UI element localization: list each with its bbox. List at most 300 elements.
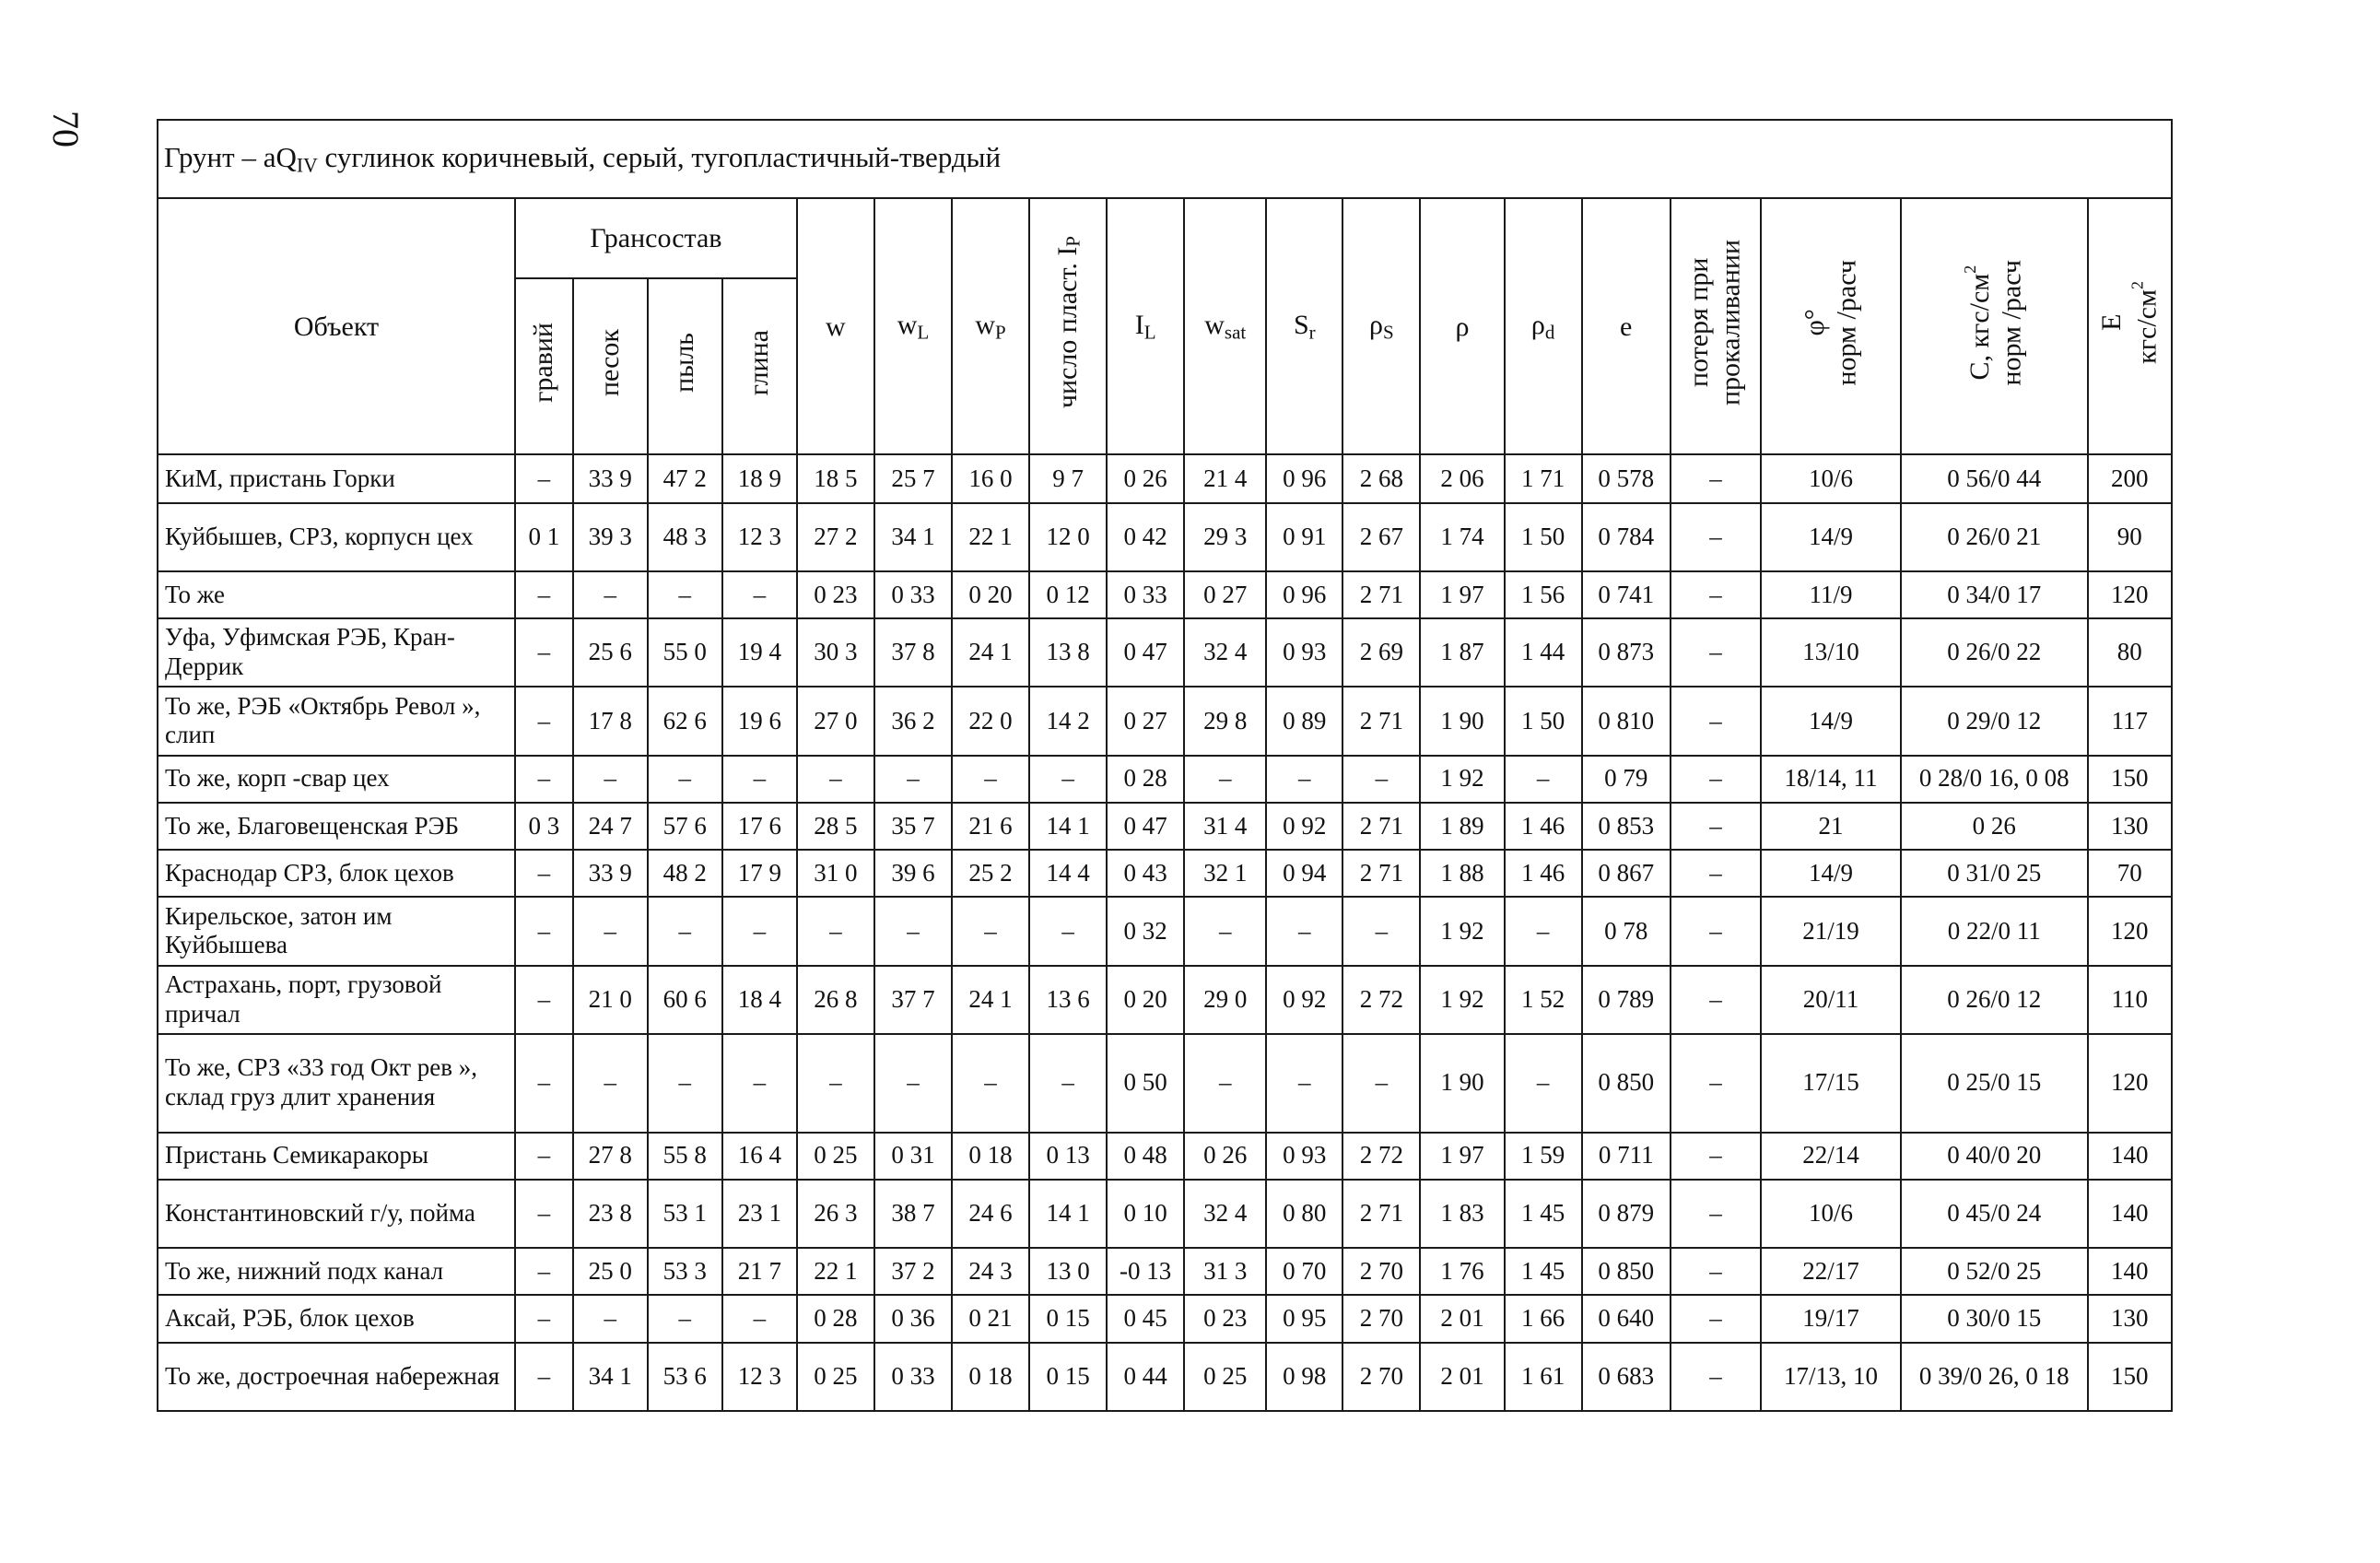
- value-cell: 14 4: [1029, 850, 1107, 897]
- table-row: [158, 966, 2172, 1034]
- value-cell: 0 853: [1582, 803, 1671, 850]
- value-cell: 18 9: [722, 454, 797, 502]
- value-cell: 24 1: [952, 618, 1029, 687]
- value-cell: 0 93: [1266, 1133, 1342, 1180]
- header-wp: $w_P$: [952, 198, 1029, 454]
- value-cell: 14 2: [1029, 687, 1107, 755]
- value-cell: 62 6: [648, 687, 722, 755]
- value-cell: –: [1671, 571, 1761, 618]
- value-cell: 0 867: [1582, 850, 1671, 897]
- value-cell: –: [1342, 1034, 1420, 1133]
- value-cell: 53 1: [648, 1180, 722, 1248]
- value-cell: 1 97: [1420, 571, 1504, 618]
- object-name-cell: То же, достроечная набережная: [158, 1343, 515, 1411]
- value-cell: 0 89: [1266, 687, 1342, 755]
- value-cell: 0 44: [1107, 1343, 1184, 1411]
- value-cell: 1 50: [1505, 687, 1582, 755]
- value-cell: 0 18: [952, 1343, 1029, 1411]
- value-cell: –: [648, 897, 722, 965]
- value-cell: 1 59: [1505, 1133, 1582, 1180]
- value-cell: 1 92: [1420, 756, 1504, 803]
- value-cell: 0 12: [1029, 571, 1107, 618]
- object-name-cell: То же, нижний подх канал: [158, 1248, 515, 1295]
- value-cell: 22 1: [952, 503, 1029, 571]
- object-name-cell: То же, РЭБ «Октябрь Револ », слип: [158, 687, 515, 755]
- value-cell: 0 20: [952, 571, 1029, 618]
- value-cell: 1 44: [1505, 618, 1582, 687]
- value-cell: 0 28: [797, 1295, 874, 1342]
- value-cell: 0 683: [1582, 1343, 1671, 1411]
- value-cell: –: [515, 571, 573, 618]
- table-body: [158, 454, 2172, 1411]
- header-phi: φ° норм /расч: [1761, 198, 1901, 454]
- value-cell: 1 89: [1420, 803, 1504, 850]
- value-cell: –: [874, 756, 952, 803]
- table-row: [158, 897, 2172, 965]
- value-cell: 16 4: [722, 1133, 797, 1180]
- header-clay: глина: [722, 278, 797, 454]
- value-cell: 18 5: [797, 454, 874, 502]
- value-cell: 0 26/0 21: [1901, 503, 2088, 571]
- table-row: [158, 454, 2172, 502]
- object-name-cell: Астрахань, порт, грузовой причал: [158, 966, 515, 1034]
- value-cell: 1 88: [1420, 850, 1504, 897]
- value-cell: –: [722, 897, 797, 965]
- value-cell: 0 21: [952, 1295, 1029, 1342]
- value-cell: 32 4: [1184, 1180, 1266, 1248]
- value-cell: 57 6: [648, 803, 722, 850]
- value-cell: 53 6: [648, 1343, 722, 1411]
- value-cell: 0 22/0 11: [1901, 897, 2088, 965]
- value-cell: 0 26: [1901, 803, 2088, 850]
- value-cell: –: [515, 1034, 573, 1133]
- value-cell: 21 7: [722, 1248, 797, 1295]
- value-cell: –: [1266, 897, 1342, 965]
- value-cell: 48 3: [648, 503, 722, 571]
- value-cell: 0 96: [1266, 571, 1342, 618]
- object-name-cell: То же, корп -свар цех: [158, 756, 515, 803]
- value-cell: 27 2: [797, 503, 874, 571]
- table-row: [158, 503, 2172, 571]
- value-cell: –: [515, 1180, 573, 1248]
- value-cell: 1 92: [1420, 897, 1504, 965]
- value-cell: 0 29/0 12: [1901, 687, 2088, 755]
- table-row: [158, 803, 2172, 850]
- object-name-cell: Куйбышев, СРЗ, корпусн цех: [158, 503, 515, 571]
- value-cell: 0 30/0 15: [1901, 1295, 2088, 1342]
- value-cell: 0 26/0 22: [1901, 618, 2088, 687]
- value-cell: 55 0: [648, 618, 722, 687]
- value-cell: 2 67: [1342, 503, 1420, 571]
- value-cell: 0 711: [1582, 1133, 1671, 1180]
- value-cell: 21 6: [952, 803, 1029, 850]
- value-cell: 0 93: [1266, 618, 1342, 687]
- value-cell: 0 3: [515, 803, 573, 850]
- value-cell: 2 72: [1342, 966, 1420, 1034]
- table-row: [158, 1248, 2172, 1295]
- value-cell: 1 83: [1420, 1180, 1504, 1248]
- value-cell: –: [573, 1034, 648, 1133]
- header-gravel: гравий: [515, 278, 573, 454]
- value-cell: 1 46: [1505, 850, 1582, 897]
- value-cell: 0 640: [1582, 1295, 1671, 1342]
- value-cell: –: [515, 1248, 573, 1295]
- value-cell: 18/14, 11: [1761, 756, 1901, 803]
- value-cell: 13 8: [1029, 618, 1107, 687]
- value-cell: –: [515, 687, 573, 755]
- table-row: [158, 1133, 2172, 1180]
- value-cell: –: [1671, 756, 1761, 803]
- value-cell: 13 0: [1029, 1248, 1107, 1295]
- value-cell: 22 0: [952, 687, 1029, 755]
- value-cell: 9 7: [1029, 454, 1107, 502]
- value-cell: –: [1266, 1034, 1342, 1133]
- value-cell: –: [1029, 756, 1107, 803]
- value-cell: 0 48: [1107, 1133, 1184, 1180]
- value-cell: 26 8: [797, 966, 874, 1034]
- value-cell: –: [1184, 1034, 1266, 1133]
- value-cell: 0 25: [1184, 1343, 1266, 1411]
- header-w: w: [797, 198, 874, 454]
- value-cell: 140: [2088, 1248, 2172, 1295]
- value-cell: 21 0: [573, 966, 648, 1034]
- value-cell: 0 45/0 24: [1901, 1180, 2088, 1248]
- page-number: 70: [45, 111, 87, 147]
- object-name-cell: Краснодар СРЗ, блок цехов: [158, 850, 515, 897]
- value-cell: 22/17: [1761, 1248, 1901, 1295]
- value-cell: –: [515, 1295, 573, 1342]
- value-cell: 17/13, 10: [1761, 1343, 1901, 1411]
- value-cell: 38 7: [874, 1180, 952, 1248]
- value-cell: 24 7: [573, 803, 648, 850]
- value-cell: 47 2: [648, 454, 722, 502]
- value-cell: 33 9: [573, 454, 648, 502]
- value-cell: 0 47: [1107, 803, 1184, 850]
- value-cell: 10/6: [1761, 454, 1901, 502]
- header-row-1: [158, 198, 2172, 278]
- value-cell: –: [648, 1034, 722, 1133]
- object-name-cell: Кирельское, затон им Куйбышева: [158, 897, 515, 965]
- value-cell: –: [1505, 897, 1582, 965]
- value-cell: 0 18: [952, 1133, 1029, 1180]
- value-cell: 0 33: [1107, 571, 1184, 618]
- header-rhos: $\rho_S$: [1342, 198, 1420, 454]
- value-cell: 80: [2088, 618, 2172, 687]
- value-cell: 12 3: [722, 1343, 797, 1411]
- table-row: [158, 571, 2172, 618]
- value-cell: 1 45: [1505, 1248, 1582, 1295]
- value-cell: 14/9: [1761, 850, 1901, 897]
- value-cell: 0 850: [1582, 1034, 1671, 1133]
- value-cell: 19 4: [722, 618, 797, 687]
- value-cell: –: [722, 571, 797, 618]
- value-cell: 2 70: [1342, 1248, 1420, 1295]
- value-cell: –: [952, 756, 1029, 803]
- header-il: $I_L$: [1107, 198, 1184, 454]
- object-name-cell: КиМ, пристань Горки: [158, 454, 515, 502]
- value-cell: 25 2: [952, 850, 1029, 897]
- object-name-cell: То же, СРЗ «33 год Окт рев », склад груз длит хранения: [158, 1034, 515, 1133]
- value-cell: 1 90: [1420, 1034, 1504, 1133]
- value-cell: 70: [2088, 850, 2172, 897]
- table-row: [158, 1180, 2172, 1248]
- value-cell: 27 0: [797, 687, 874, 755]
- value-cell: 120: [2088, 1034, 2172, 1133]
- value-cell: 1 97: [1420, 1133, 1504, 1180]
- value-cell: 30 3: [797, 618, 874, 687]
- value-cell: 0 810: [1582, 687, 1671, 755]
- value-cell: –: [722, 1034, 797, 1133]
- value-cell: 0 25: [797, 1133, 874, 1180]
- value-cell: –: [1671, 1343, 1761, 1411]
- header-rho: ρ: [1420, 198, 1504, 454]
- value-cell: 0 91: [1266, 503, 1342, 571]
- value-cell: –: [1342, 897, 1420, 965]
- value-cell: 1 92: [1420, 966, 1504, 1034]
- table-row: [158, 1343, 2172, 1411]
- value-cell: 0 26: [1107, 454, 1184, 502]
- header-wsat: $w_{sat}$: [1184, 198, 1266, 454]
- value-cell: 0 23: [797, 571, 874, 618]
- value-cell: 13/10: [1761, 618, 1901, 687]
- table-row: [158, 618, 2172, 687]
- value-cell: 2 68: [1342, 454, 1420, 502]
- value-cell: 24 6: [952, 1180, 1029, 1248]
- value-cell: 24 3: [952, 1248, 1029, 1295]
- value-cell: 0 98: [1266, 1343, 1342, 1411]
- header-modulus: Е кгс/$см^2$: [2088, 198, 2172, 454]
- header-gransostav: Грансостав: [515, 198, 797, 278]
- table-row: [158, 756, 2172, 803]
- value-cell: 17 6: [722, 803, 797, 850]
- value-cell: 0 92: [1266, 966, 1342, 1034]
- value-cell: 1 46: [1505, 803, 1582, 850]
- header-wl: $w_L$: [874, 198, 952, 454]
- value-cell: 2 71: [1342, 803, 1420, 850]
- value-cell: –: [722, 756, 797, 803]
- value-cell: 0 32: [1107, 897, 1184, 965]
- value-cell: 1 61: [1505, 1343, 1582, 1411]
- value-cell: 25 6: [573, 618, 648, 687]
- value-cell: –: [515, 454, 573, 502]
- value-cell: 0 34/0 17: [1901, 571, 2088, 618]
- value-cell: –: [1671, 966, 1761, 1034]
- object-name-cell: Аксай, РЭБ, блок цехов: [158, 1295, 515, 1342]
- value-cell: –: [648, 756, 722, 803]
- value-cell: 39 6: [874, 850, 952, 897]
- value-cell: 1 50: [1505, 503, 1582, 571]
- object-name-cell: То же: [158, 571, 515, 618]
- header-ip: число пласт. $I_P$: [1029, 198, 1107, 454]
- value-cell: 200: [2088, 454, 2172, 502]
- value-cell: 0 27: [1107, 687, 1184, 755]
- value-cell: 12 3: [722, 503, 797, 571]
- header-sr: $S_r$: [1266, 198, 1342, 454]
- value-cell: –: [797, 1034, 874, 1133]
- header-object: Объект: [158, 198, 515, 454]
- value-cell: 0 23: [1184, 1295, 1266, 1342]
- value-cell: 2 06: [1420, 454, 1504, 502]
- value-cell: 0 850: [1582, 1248, 1671, 1295]
- header-cohesion: С, кгс/$см^2$ норм /расч: [1901, 198, 2088, 454]
- table-row: [158, 850, 2172, 897]
- value-cell: 60 6: [648, 966, 722, 1034]
- value-cell: 0 79: [1582, 756, 1671, 803]
- value-cell: 0 70: [1266, 1248, 1342, 1295]
- value-cell: 31 0: [797, 850, 874, 897]
- value-cell: 0 78: [1582, 897, 1671, 965]
- value-cell: –: [1184, 756, 1266, 803]
- object-name-cell: Уфа, Уфимская РЭБ, Кран-Деррик: [158, 618, 515, 687]
- value-cell: 0 92: [1266, 803, 1342, 850]
- value-cell: 1 52: [1505, 966, 1582, 1034]
- value-cell: –: [573, 1295, 648, 1342]
- value-cell: –: [648, 571, 722, 618]
- value-cell: 22/14: [1761, 1133, 1901, 1180]
- value-cell: 34 1: [874, 503, 952, 571]
- value-cell: 28 5: [797, 803, 874, 850]
- header-loss-ignition: потеря при прокаливании: [1671, 198, 1761, 454]
- value-cell: 35 7: [874, 803, 952, 850]
- value-cell: 0 26/0 12: [1901, 966, 2088, 1034]
- value-cell: 17 8: [573, 687, 648, 755]
- value-cell: 37 7: [874, 966, 952, 1034]
- value-cell: 0 31/0 25: [1901, 850, 2088, 897]
- value-cell: 0 789: [1582, 966, 1671, 1034]
- value-cell: 1 56: [1505, 571, 1582, 618]
- value-cell: 1 66: [1505, 1295, 1582, 1342]
- value-cell: 37 8: [874, 618, 952, 687]
- value-cell: 0 95: [1266, 1295, 1342, 1342]
- value-cell: 14/9: [1761, 687, 1901, 755]
- value-cell: –: [1671, 687, 1761, 755]
- value-cell: 2 72: [1342, 1133, 1420, 1180]
- table-row: [158, 687, 2172, 755]
- value-cell: 2 69: [1342, 618, 1420, 687]
- value-cell: 23 8: [573, 1180, 648, 1248]
- value-cell: 10/6: [1761, 1180, 1901, 1248]
- header-silt: пыль: [648, 278, 722, 454]
- value-cell: 14 1: [1029, 1180, 1107, 1248]
- value-cell: -0 13: [1107, 1248, 1184, 1295]
- value-cell: –: [874, 897, 952, 965]
- value-cell: –: [1029, 897, 1107, 965]
- value-cell: 0 40/0 20: [1901, 1133, 2088, 1180]
- value-cell: 120: [2088, 897, 2172, 965]
- value-cell: 0 28: [1107, 756, 1184, 803]
- value-cell: 0 20: [1107, 966, 1184, 1034]
- value-cell: –: [515, 897, 573, 965]
- value-cell: –: [874, 1034, 952, 1133]
- object-name-cell: Константиновский г/у, пойма: [158, 1180, 515, 1248]
- value-cell: 0 52/0 25: [1901, 1248, 2088, 1295]
- value-cell: 32 1: [1184, 850, 1266, 897]
- value-cell: –: [1671, 503, 1761, 571]
- value-cell: 53 3: [648, 1248, 722, 1295]
- value-cell: 18 4: [722, 966, 797, 1034]
- value-cell: –: [952, 897, 1029, 965]
- value-cell: 2 01: [1420, 1343, 1504, 1411]
- value-cell: –: [1671, 803, 1761, 850]
- value-cell: 29 3: [1184, 503, 1266, 571]
- value-cell: 0 26: [1184, 1133, 1266, 1180]
- value-cell: –: [515, 1343, 573, 1411]
- value-cell: 12 0: [1029, 503, 1107, 571]
- soil-properties-table: [157, 119, 2173, 1412]
- value-cell: 0 33: [874, 1343, 952, 1411]
- value-cell: –: [573, 756, 648, 803]
- value-cell: 29 8: [1184, 687, 1266, 755]
- value-cell: 23 1: [722, 1180, 797, 1248]
- header-e: e: [1582, 198, 1671, 454]
- value-cell: 130: [2088, 803, 2172, 850]
- value-cell: 140: [2088, 1180, 2172, 1248]
- value-cell: 0 45: [1107, 1295, 1184, 1342]
- value-cell: –: [1671, 897, 1761, 965]
- value-cell: 21/19: [1761, 897, 1901, 965]
- value-cell: 21 4: [1184, 454, 1266, 502]
- value-cell: –: [1671, 1295, 1761, 1342]
- value-cell: 27 8: [573, 1133, 648, 1180]
- value-cell: 31 4: [1184, 803, 1266, 850]
- value-cell: 21: [1761, 803, 1901, 850]
- value-cell: 14/9: [1761, 503, 1901, 571]
- value-cell: 0 50: [1107, 1034, 1184, 1133]
- table-row: [158, 1295, 2172, 1342]
- value-cell: 25 0: [573, 1248, 648, 1295]
- value-cell: 0 42: [1107, 503, 1184, 571]
- value-cell: –: [1342, 756, 1420, 803]
- value-cell: 2 70: [1342, 1343, 1420, 1411]
- object-name-cell: То же, Благовещенская РЭБ: [158, 803, 515, 850]
- value-cell: 2 01: [1420, 1295, 1504, 1342]
- value-cell: 20/11: [1761, 966, 1901, 1034]
- value-cell: 32 4: [1184, 618, 1266, 687]
- value-cell: 0 47: [1107, 618, 1184, 687]
- value-cell: 0 15: [1029, 1295, 1107, 1342]
- value-cell: 120: [2088, 571, 2172, 618]
- value-cell: 0 31: [874, 1133, 952, 1180]
- value-cell: 24 1: [952, 966, 1029, 1034]
- value-cell: 110: [2088, 966, 2172, 1034]
- value-cell: 33 9: [573, 850, 648, 897]
- value-cell: 39 3: [573, 503, 648, 571]
- value-cell: 2 71: [1342, 571, 1420, 618]
- value-cell: 29 0: [1184, 966, 1266, 1034]
- value-cell: 150: [2088, 756, 2172, 803]
- value-cell: 150: [2088, 1343, 2172, 1411]
- value-cell: 34 1: [573, 1343, 648, 1411]
- value-cell: –: [1671, 1034, 1761, 1133]
- value-cell: 14 1: [1029, 803, 1107, 850]
- value-cell: 0 13: [1029, 1133, 1107, 1180]
- value-cell: 2 71: [1342, 687, 1420, 755]
- table-row: [158, 1034, 2172, 1133]
- value-cell: 0 96: [1266, 454, 1342, 502]
- value-cell: –: [1505, 756, 1582, 803]
- header-rhod: $\rho_d$: [1505, 198, 1582, 454]
- value-cell: 0 873: [1582, 618, 1671, 687]
- value-cell: 0 10: [1107, 1180, 1184, 1248]
- value-cell: 0 36: [874, 1295, 952, 1342]
- title-suffix: суглинок коричневый, серый, тугопластичный-твердый: [317, 140, 1002, 173]
- value-cell: 0 56/0 44: [1901, 454, 2088, 502]
- value-cell: 26 3: [797, 1180, 874, 1248]
- value-cell: 2 71: [1342, 1180, 1420, 1248]
- value-cell: 13 6: [1029, 966, 1107, 1034]
- value-cell: 1 71: [1505, 454, 1582, 502]
- value-cell: –: [1671, 1248, 1761, 1295]
